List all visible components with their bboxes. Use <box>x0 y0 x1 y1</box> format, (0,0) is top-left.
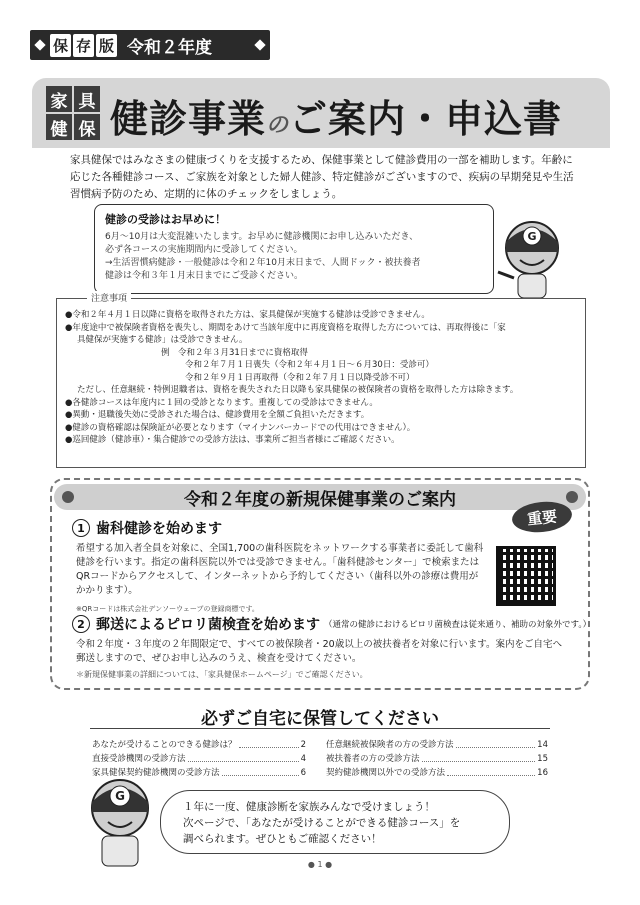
speech-bubble <box>160 790 510 854</box>
org-tag <box>46 86 100 140</box>
title-part-b: ご案内・申込書 <box>289 97 563 141</box>
section-pylori-title <box>72 614 591 634</box>
caution-item: ただし、任意継続・特例退職者は、資格を喪失された日以降も家具健保の被保険者の資格を取得した方は除きます。 <box>77 385 519 395</box>
mascot-icon <box>80 770 160 870</box>
svg-text:G: G <box>527 230 537 243</box>
bullet-dot-icon <box>62 491 74 503</box>
toc-page: 14 <box>537 740 548 750</box>
edition-banner <box>30 30 270 60</box>
section-number: 1 <box>72 519 90 537</box>
caution-item: 具健保が実施する健診」は受診できません。 <box>77 335 248 345</box>
section-number: 2 <box>72 615 90 633</box>
toc-page: 4 <box>300 754 306 764</box>
notice-title: 健診の受診はお早めに！ <box>105 213 226 226</box>
section-pylori-body: 令和２年度・３年度の２年間限定で、すべての被保険者・20歳以上の被扶養者を対象に行います。案内をご自宅へ郵送しますので、ぜひお申し込みのうえ、検査を受けてください。 <box>76 639 562 664</box>
toc-label: 被扶養者の方の受診方法 <box>326 754 420 764</box>
banner-chip: 保 <box>50 34 71 57</box>
section-title-text: 歯科健診を始めます <box>96 521 222 537</box>
svg-text:G: G <box>115 789 125 803</box>
section-title-text: 郵送によるピロリ菌検査を始めます <box>96 617 320 633</box>
caution-item: ●令和２年４月１日以降に資格を取得された方は、家具健保が実施する健診は受診できません。 <box>65 310 430 320</box>
caution-item: ●巡回健診（健診車）・集合健診での受診方法は、事業所ご担当者様にご確認ください。 <box>65 435 400 445</box>
bubble-line: 次ページで、「あなたが受けることができる健診コース」を <box>183 817 461 829</box>
new-programs-heading: 令和２年度の新規保健事業のご案内 <box>54 484 586 510</box>
toc-label: あなたが受けることのできる健診は？ <box>92 740 237 750</box>
toc-page: 6 <box>300 768 306 778</box>
caution-item: ●健診の資格確認は保険証が必要となります（マイナンバーカードでの代用はできません）。 <box>65 422 416 433</box>
notice-box <box>94 204 494 294</box>
bullet-dot-icon <box>566 491 578 503</box>
mascot-icon <box>492 212 572 302</box>
toc-page: 15 <box>537 754 548 764</box>
org-tag-char: 健 <box>46 114 72 140</box>
toc-item[interactable] <box>326 752 548 766</box>
page-number: ● 1 ● <box>307 860 333 869</box>
toc-label: 家具健保契約健診機関の受診方法 <box>92 768 220 778</box>
toc-item[interactable] <box>326 738 548 752</box>
divider <box>90 728 550 729</box>
toc-item[interactable] <box>92 738 306 752</box>
toc-right <box>326 738 548 780</box>
title-particle: の <box>266 113 290 138</box>
toc-label: 任意継続被保険者の方の受診方法 <box>326 740 454 750</box>
org-tag-char: 保 <box>74 114 100 140</box>
keep-heading: 必ずご自宅に保管してください <box>201 709 439 729</box>
important-badge: 重要 <box>511 499 574 535</box>
toc-page: 16 <box>537 768 548 778</box>
page-title <box>110 88 562 143</box>
banner-era: 令和２年度 <box>127 37 213 58</box>
caution-item: ●異動・退職後失効に受診された場合は、健診費用を全額ご負担いただきます。 <box>65 410 370 420</box>
notice-line: 6月～10月は大変混雑いたします。お早めに健診機関にお申し込みいただき、 <box>105 232 419 242</box>
page-number-value: 1 <box>317 860 323 869</box>
org-tag-char: 家 <box>46 86 72 112</box>
banner-chip: 存 <box>73 34 94 57</box>
bubble-line: 調べられます。ぜひともご確認ください！ <box>183 833 382 845</box>
section-dental-body: 希望する加入者全員を対象に、全国1,700の歯科医院をネットワークする事業者に委託して歯科健診を行います。指定の歯科医院以外では受診できません。「歯科健診センター」で検索またはQRコードからアクセスして、インターネットから予約してください（歯科以外の診療は費用がかかります）。 <box>76 543 484 596</box>
toc-page: 2 <box>300 740 306 750</box>
section-dental-title <box>72 518 222 538</box>
org-tag-char: 具 <box>74 86 100 112</box>
caution-box <box>56 294 586 468</box>
section-note: （通常の健診におけるピロリ菌検査は従来通り、補助の対象外です。） <box>324 620 592 630</box>
intro-text: 家具健保ではみなさまの健康づくりを支援するため、保健事業として健診費用の一部を補助します。年齢に応じた各種健診コース、ご家族を対象とした婦人健診、特定健診がございますので、疾病の早期発見や生活習慣病予防のため、定期的に体のチェックをしましょう。 <box>70 154 574 200</box>
caution-example: 例 令和２年３月31日までに資格取得 <box>161 347 308 358</box>
section-dental-footnote: ※QRコードは株式会社デンソーウェーブの登録商標です。 <box>76 605 259 613</box>
notice-line: →生活習慣病健診・一般健診は令和２年10月末日まで、人間ドック・被扶養者 <box>105 258 421 268</box>
caution-example: 令和２年９月１日再取得（令和２年７月１日以降受診不可） <box>185 372 415 383</box>
caution-item: ●各健診コースは年度内に１回の受診となります。重複しての受診はできません。 <box>65 397 378 408</box>
toc-item[interactable] <box>92 752 306 766</box>
caution-example: 令和２年７月１日喪失（令和２年４月１日～６月30日：受診可） <box>185 360 434 370</box>
toc-label: 直接受診機関の受診方法 <box>92 754 186 764</box>
banner-chip: 版 <box>96 34 117 57</box>
title-part-a: 健診事業 <box>110 97 267 141</box>
toc-item[interactable] <box>326 766 548 780</box>
notice-line: 健診は令和３年１月末日までにご受診ください。 <box>105 271 304 281</box>
toc-label: 契約健診機関以外での受診方法 <box>326 768 446 778</box>
caution-title: 注意事項 <box>87 291 131 304</box>
section-pylori-footnote: ＊新規保健事業の詳細については、「家具健保ホームページ」でご確認ください。 <box>76 670 368 679</box>
caution-item: ●年度途中で被保険者資格を喪失し、期間をあけて当該年度中に再度資格を取得した方については、再取得後に「家 <box>65 322 506 333</box>
bubble-line: １年に一度、健康診断を家族みんなで受けましょう！ <box>183 801 435 813</box>
qr-code-icon[interactable] <box>496 546 556 606</box>
notice-line: 必ず各コースの実施期間内に受診してください。 <box>105 245 303 255</box>
